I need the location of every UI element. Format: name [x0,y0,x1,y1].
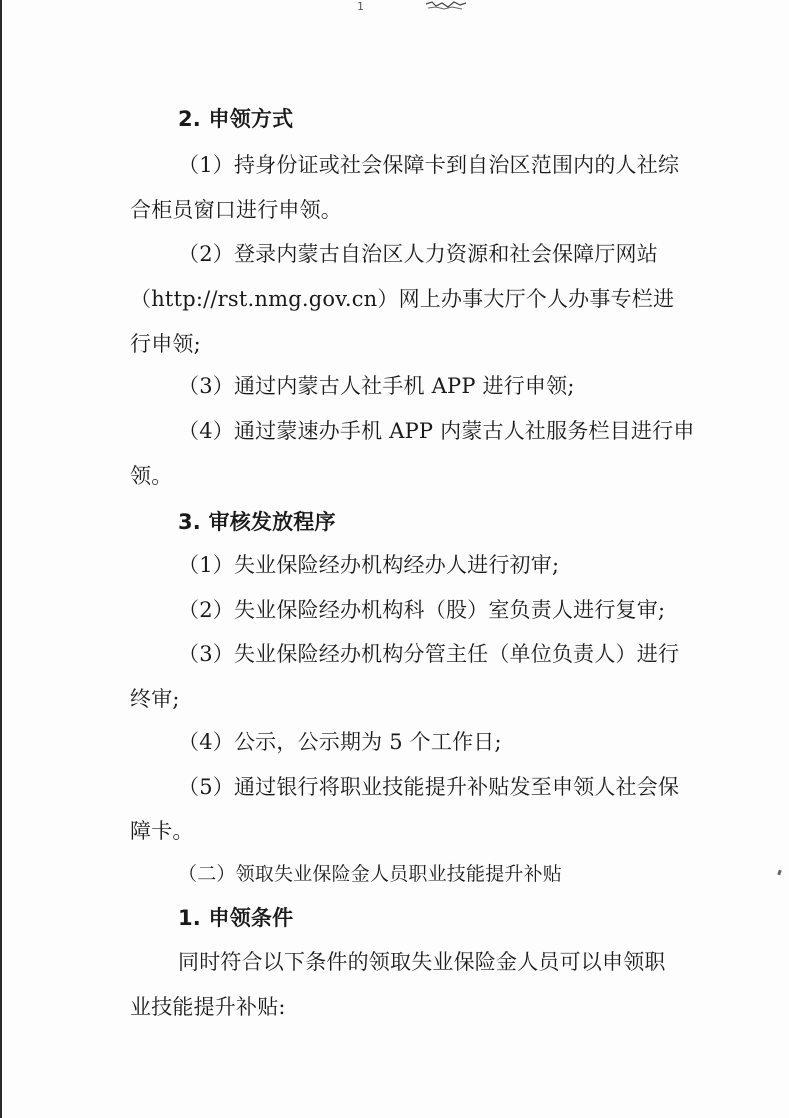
paragraph-line: （5）通过银行将职业技能提升补贴发至申领人社会保 [178,775,680,799]
paragraph-line: 同时符合以下条件的领取失业保险金人员可以申领职 [178,950,666,974]
paragraph-line: （2）登录内蒙古自治区人力资源和社会保障厅网站 [178,242,658,266]
scan-left-edge [0,0,2,1118]
paragraph-line: 终审; [130,687,180,711]
paragraph-line-url: （http://rst.nmg.gov.cn）网上办事大厅个人办事专栏进 [130,287,675,311]
heading-apply-method: 2. 申领方式 [178,107,294,131]
heading-conditions: 1. 申领条件 [178,906,294,930]
paragraph-line: （4）通过蒙速办手机 APP 内蒙古人社服务栏目进行申 [178,419,695,443]
heading-review-procedure: 3. 审核发放程序 [178,510,336,534]
paragraph-line: （3）通过内蒙古人社手机 APP 进行申领; [178,374,575,398]
paragraph-line: （3）失业保险经办机构分管主任（单位负责人）进行 [178,642,680,666]
paragraph-line: 行申领; [130,332,201,356]
section-heading-2: （二）领取失业保险金人员职业技能提升补贴 [178,863,563,885]
page-number: 1 [357,0,364,13]
paragraph-line: 领。 [130,464,173,488]
paragraph-line: （1）失业保险经办机构经办人进行初审; [178,553,560,577]
paragraph-line: 合柜员窗口进行申领。 [130,198,342,222]
stamp-mark-icon [424,0,468,11]
paragraph-line: 障卡。 [130,819,194,843]
paragraph-line: （1）持身份证或社会保障卡到自治区范围内的人社综 [178,153,680,177]
scan-speck [777,870,782,876]
paragraph-line: （4）公示，公示期为 5 个工作日; [178,730,502,754]
paragraph-line: （2）失业保险经办机构科（股）室负责人进行复审; [178,598,666,622]
paragraph-line: 业技能提升补贴: [130,995,286,1019]
